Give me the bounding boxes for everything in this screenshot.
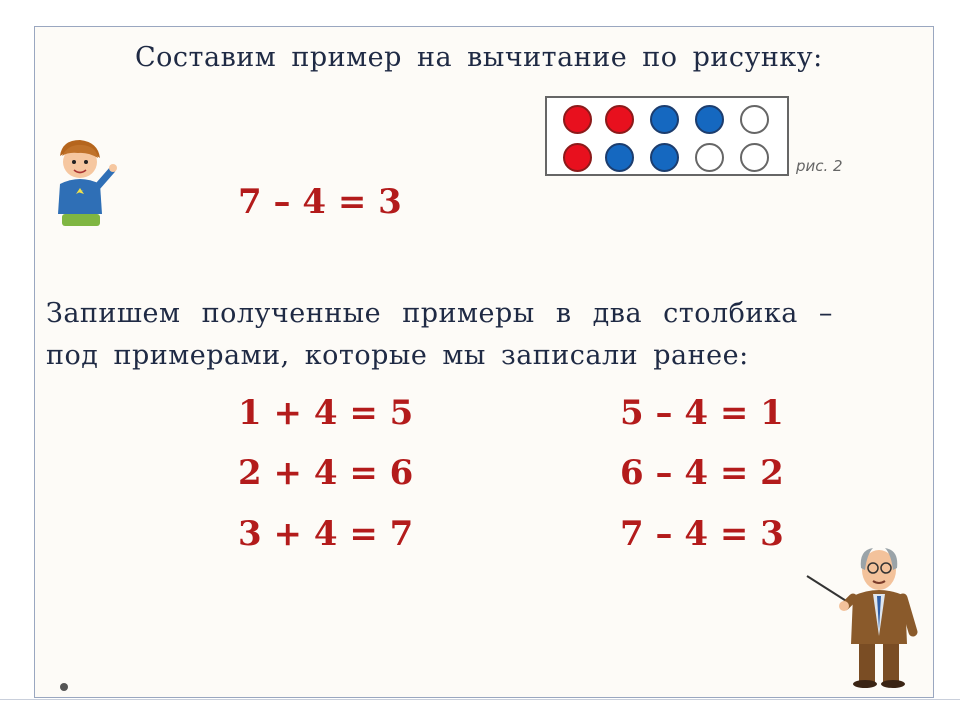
counter-circle	[605, 105, 634, 134]
counter-circle	[695, 105, 724, 134]
teacher-illustration-icon	[803, 540, 921, 690]
counter-circle	[740, 105, 769, 134]
slide-heading: Составим пример на вычитание по рисунку:	[135, 42, 823, 73]
counter-circle	[740, 143, 769, 172]
counter-circle	[695, 143, 724, 172]
counter-circle	[650, 143, 679, 172]
equation-right-1: 5 – 4 = 1	[620, 393, 784, 433]
equation-left-3: 3 + 4 = 7	[238, 514, 414, 554]
boy-illustration-icon	[46, 136, 118, 232]
paragraph-line-1: Запишем полученные примеры в два столбика –	[46, 298, 833, 329]
paragraph-line-2: под примерами, которые мы записали ранее:	[46, 340, 749, 371]
counter-circle	[563, 143, 592, 172]
counter-circle	[650, 105, 679, 134]
divider	[0, 699, 960, 700]
counter-circle	[605, 143, 634, 172]
counters-figure	[545, 96, 789, 176]
main-equation: 7 – 4 = 3	[238, 182, 402, 222]
equation-left-2: 2 + 4 = 6	[238, 453, 414, 493]
figure-caption: рис. 2	[796, 157, 843, 175]
bullet-dot	[60, 683, 68, 691]
equation-right-3: 7 – 4 = 3	[620, 514, 784, 554]
counter-circle	[563, 105, 592, 134]
equation-right-2: 6 – 4 = 2	[620, 453, 784, 493]
equation-left-1: 1 + 4 = 5	[238, 393, 414, 433]
